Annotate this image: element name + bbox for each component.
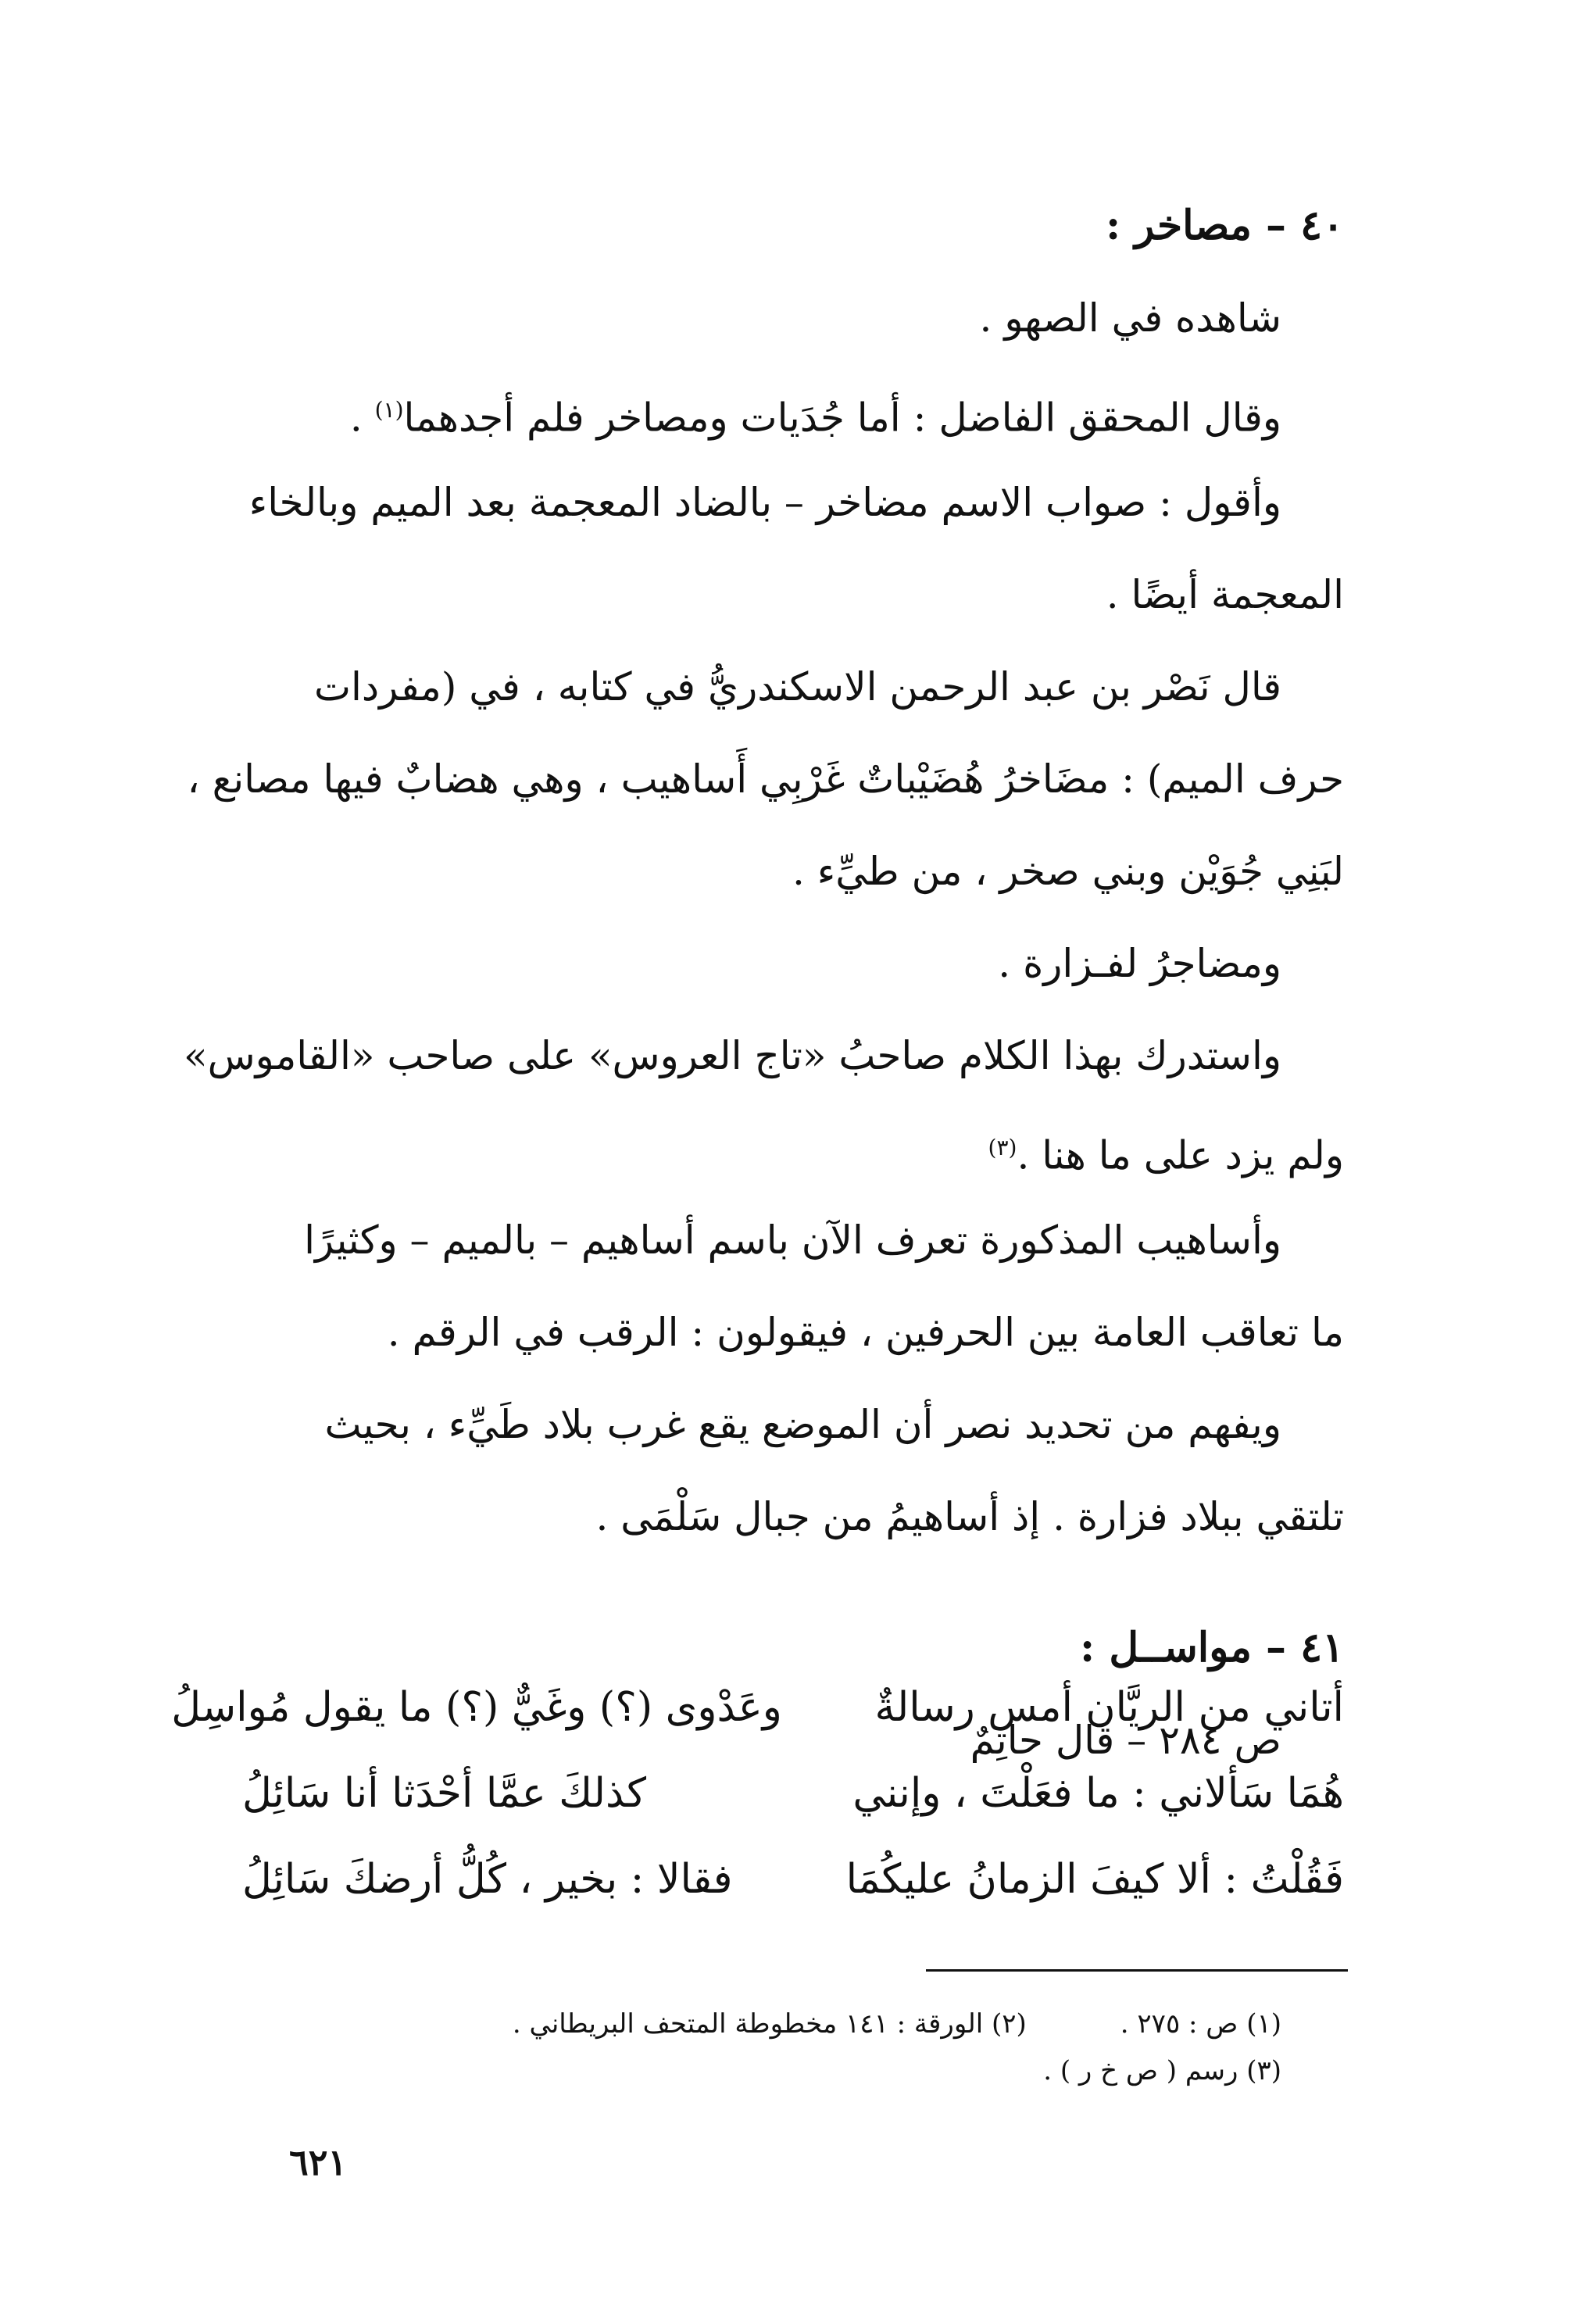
text-line: المعجمة أيضًا . <box>1106 572 1344 617</box>
text-line: وأساهيب المذكورة تعرف الآن باسم أساهيم – بالميم – وكثيرًا <box>304 1217 1281 1263</box>
hemistich-first: هُمَا سَألاني : ما فعَلْتَ ، وإنني <box>852 1770 1344 1817</box>
hemistich-first: فَقُلْتُ : ألا كيفَ الزمانُ عليكُمَا <box>845 1856 1344 1903</box>
poem-intro: ص ٢٨٤ – قال حاتِمٌ <box>970 1718 1281 1763</box>
page-number: ٦٢١ <box>289 2141 348 2183</box>
text-line-body: ولم يزد على ما هنا . <box>1017 1132 1344 1178</box>
text-line <box>242 1102 1344 1194</box>
text-line: وأقول : صواب الاسم مضاخر – بالضاد المعجمة بعد الميم وبالخاء <box>248 480 1281 525</box>
text-line: واستدرك بهذا الكلام صاحبُ «تاج العروس» على صاحب «القاموس» <box>184 1033 1281 1078</box>
text-line: وقال المحقق الفاضل : أما جُدَيات ومصاخر فلم أجدهما$^{(١)}$ . <box>349 395 1281 441</box>
entry-40-heading: ٤٠ – مصاخر : <box>1106 202 1344 249</box>
text-line-body: وقال المحقق الفاضل : أما جُدَيات ومصاخر فلم أجدهما <box>403 395 1281 441</box>
text-line: قال نَصْر بن عبد الرحمن الاسكندريُّ في كتابه ، في (مفردات <box>313 664 1281 710</box>
footnote-mark: (١) <box>374 397 404 423</box>
text-line: ومضاجرُ لفـزارة . <box>998 941 1281 986</box>
text-line: ويفهم من تحديد نصر أن الموضع يقع غرب بلاد طَيِّء ، بحيث <box>324 1402 1281 1447</box>
footnote-row <box>391 2000 1281 2047</box>
poem <box>171 1664 1344 1922</box>
hemistich-second: كذلكَ عمَّا أحْدَثا أنا سَائِلُ <box>242 1770 647 1817</box>
poem-verse <box>242 1836 1344 1922</box>
footnote-2: (٢) الورقة : ١٤١ مخطوطة المتحف البريطاني . <box>512 2008 1027 2040</box>
footnote-row <box>391 2047 1281 2094</box>
hemistich-second: فقالا : بخير ، كُلُّ أرضكَ سَائِلُ <box>242 1856 733 1903</box>
footnote-divider <box>926 1969 1348 1972</box>
text-line: حرف الميم) : مضَاخرُ هُضَيْباتٌ غَرْبِي أَساهيب ، وهي هضابٌ فيها مصانع ، <box>187 756 1344 802</box>
text-line: ما تعاقب العامة بين الحرفين ، فيقولون : الرقب في الرقم . <box>387 1310 1344 1355</box>
hemistich-first: أتاني من الريَّان أمس رسالةٌ <box>874 1684 1344 1731</box>
text-line: تلتقي ببلاد فزارة . إذ أساهيمُ من جبال سَلْمَى . <box>595 1494 1344 1539</box>
poem-verse <box>171 1664 1344 1750</box>
footnotes <box>391 2000 1281 2094</box>
text-line: لبَنِي جُوَيْن وبني صخر ، من طيِّء . <box>792 849 1344 894</box>
hemistich-second: وعَدْوى (؟) وغَيٌّ (؟) ما يقول مُواسِلُ <box>171 1684 782 1731</box>
poem-verse <box>242 1750 1344 1836</box>
text-line: شاهده في الصهو . <box>979 295 1281 341</box>
footnote-3: (٣) رسم ( ص خ ر ) . <box>1043 2055 1281 2086</box>
footnote-1: (١) ص : ٢٧٥ . <box>1120 2008 1281 2040</box>
entry-40 <box>171 180 1344 1786</box>
entry-41-heading: ٤١ – مواســل : <box>1080 1624 1344 1671</box>
footnote-mark: (٣) <box>988 1135 1017 1160</box>
